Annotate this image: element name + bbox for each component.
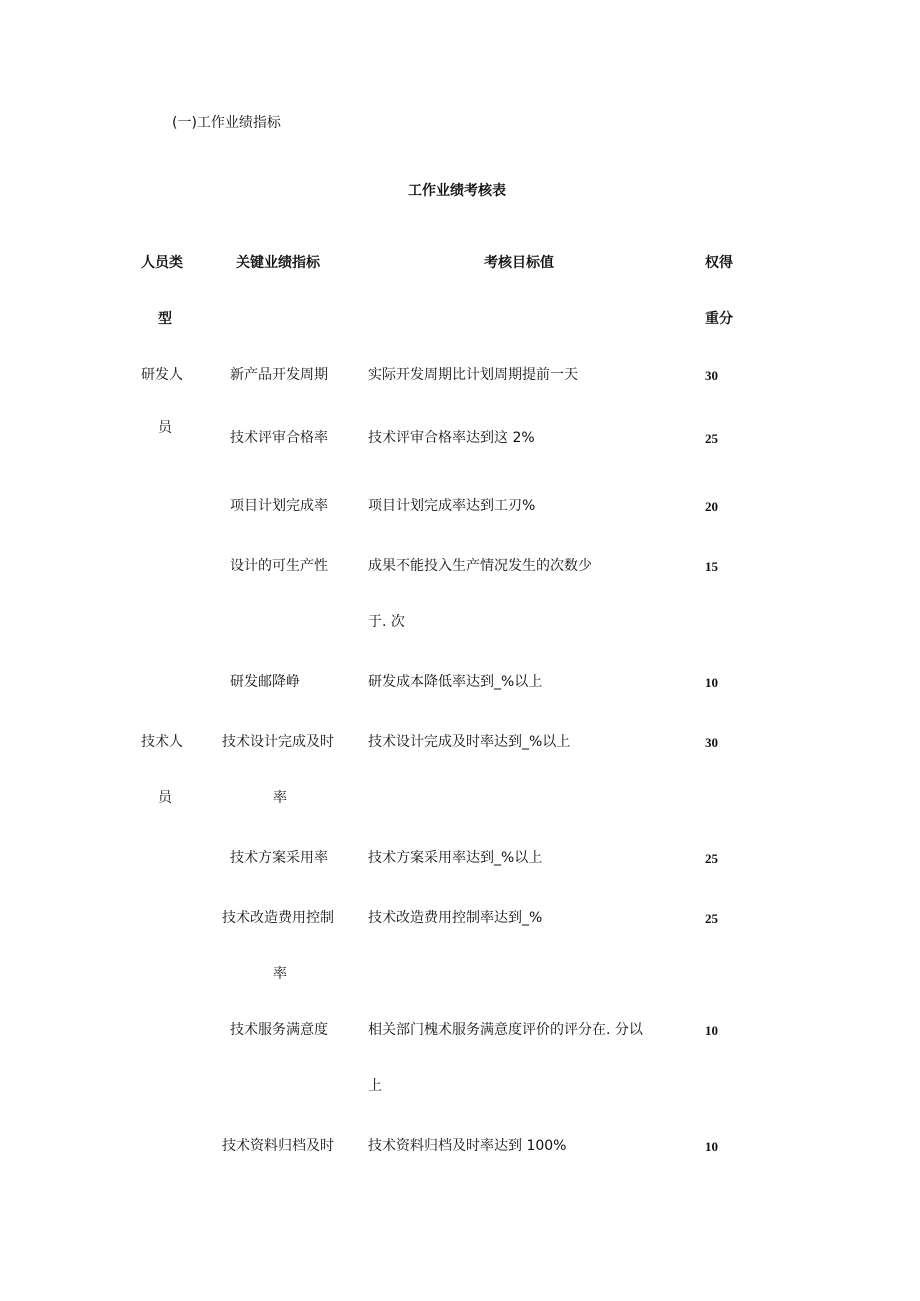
header-type-line1: 人员类 (141, 255, 183, 271)
kpi-cell: 技术评审合格率 (230, 430, 328, 446)
target-cell: 项目计划完成率达到工刃% (368, 498, 536, 514)
target-cell: 研发成本降低率达到_%以上 (368, 674, 543, 690)
target-cell: 技术资料归档及时率达到 100% (368, 1138, 567, 1154)
weight-cell: 10 (705, 1139, 718, 1154)
header-weight-line1: 权得 (705, 255, 733, 271)
kpi-cell: 技术资料归档及时 (222, 1138, 334, 1154)
group-type-line2: 员 (158, 420, 172, 436)
weight-cell: 25 (705, 851, 718, 866)
target-cell: 技术评审合格率达到这 2% (368, 430, 535, 446)
kpi-cell: 技术服务满意度 (230, 1022, 328, 1038)
header-target: 考核目标值 (484, 255, 554, 271)
weight-cell: 10 (705, 675, 718, 690)
weight-cell: 30 (705, 735, 718, 750)
table-title: 工作业绩考核表 (408, 183, 506, 199)
kpi-cell-continuation: 率 (273, 966, 287, 982)
target-cell-continuation: 于. 次 (368, 614, 405, 630)
target-cell: 技术改造费用控制率达到_% (368, 910, 543, 926)
group-type-line2: 员 (158, 790, 172, 806)
header-kpi: 关键业绩指标 (236, 255, 320, 271)
target-cell: 成果不能投入生产情况发生的次数少 (368, 558, 592, 574)
header-type-line2: 型 (158, 311, 172, 327)
kpi-cell: 项目计划完成率 (230, 498, 328, 514)
target-cell: 相关部门槐术服务满意度评价的评分在. 分以 (368, 1022, 643, 1038)
weight-cell: 25 (705, 431, 718, 446)
weight-cell: 10 (705, 1023, 718, 1038)
weight-cell: 25 (705, 911, 718, 926)
weight-cell: 30 (705, 368, 718, 383)
target-cell: 技术设计完成及时率达到_%以上 (368, 734, 571, 750)
kpi-cell: 技术改造费用控制 (222, 910, 334, 926)
weight-cell: 15 (705, 559, 718, 574)
kpi-cell: 技术设计完成及时 (222, 734, 334, 750)
kpi-cell: 研发邮降峥 (230, 674, 300, 690)
section-heading: (一)工作业绩指标 (172, 115, 281, 131)
kpi-cell-continuation: 率 (273, 790, 287, 806)
group-type-line1: 技术人 (141, 734, 183, 750)
weight-cell: 20 (705, 499, 718, 514)
group-type-line1: 研发人 (141, 367, 183, 383)
header-weight-line2: 重分 (705, 311, 733, 327)
target-cell: 技术方案采用率达到_%以上 (368, 850, 543, 866)
target-cell: 实际开发周期比计划周期提前一天 (368, 367, 578, 383)
kpi-cell: 技术方案采用率 (230, 850, 328, 866)
kpi-cell: 新产品开发周期 (230, 367, 328, 383)
kpi-cell: 设计的可生产性 (230, 558, 328, 574)
target-cell-continuation: 上 (368, 1078, 382, 1094)
